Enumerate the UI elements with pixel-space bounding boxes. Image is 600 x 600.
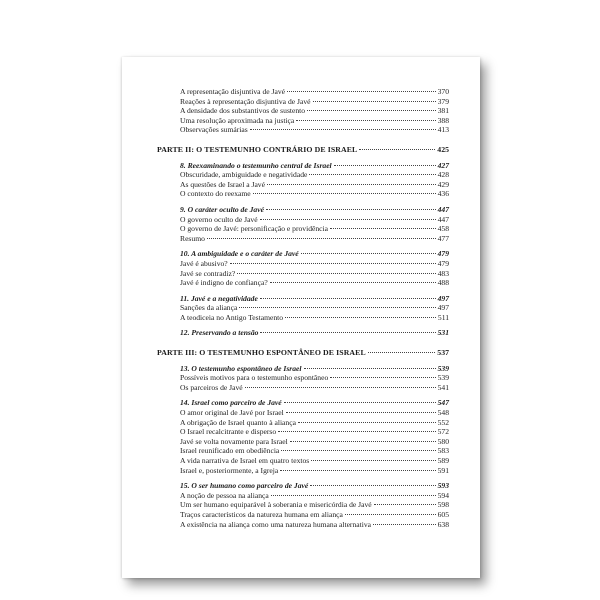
chapter-heading <box>157 161 449 171</box>
toc-entry-page: 429 <box>437 179 449 189</box>
toc-entry-title: Uma resolução aproximada na justiça <box>180 115 295 125</box>
toc-entry-title: Javé se contradiz? <box>180 268 236 278</box>
toc-entry-page: 497 <box>437 303 449 313</box>
toc-entry-page: 572 <box>437 427 449 437</box>
chapter-heading <box>157 328 449 338</box>
toc-entry-page: 483 <box>437 268 449 278</box>
dot-leader <box>266 209 436 210</box>
chapter-heading-page: 447 <box>437 204 449 214</box>
toc-entry-page: 539 <box>437 373 449 383</box>
dot-leader <box>313 101 436 102</box>
dot-leader <box>330 228 436 229</box>
toc-entry <box>157 491 449 501</box>
part-heading <box>157 145 449 155</box>
toc-entry-title: As questões de Israel a Javé <box>180 179 265 189</box>
dot-leader <box>286 412 436 413</box>
toc-entry-page: 388 <box>437 115 449 125</box>
chapter-heading-title: 15. O ser humano como parceiro de Javé <box>180 481 309 491</box>
toc-entry-title: O Israel recalcitrante e disperso <box>180 427 277 437</box>
chapter-heading <box>157 294 449 304</box>
toc-entry-title: A noção de pessoa na aliança <box>180 490 269 500</box>
toc-entry-page: 511 <box>437 312 449 322</box>
toc-entry-page: 589 <box>437 456 449 465</box>
toc-entry <box>157 437 449 447</box>
dot-leader <box>230 263 436 264</box>
chapter-heading <box>157 398 449 408</box>
toc-entry <box>157 106 449 116</box>
toc-entry <box>157 180 449 190</box>
toc-entry-page: 583 <box>437 446 449 456</box>
dot-leader <box>239 307 435 308</box>
toc-entry-page: 541 <box>437 382 449 392</box>
toc-entry-title: Javé é abusivo? <box>180 258 228 268</box>
dot-leader <box>301 253 436 254</box>
dot-leader <box>260 298 436 299</box>
chapter-heading-page: 479 <box>437 249 449 259</box>
dot-leader <box>374 504 436 505</box>
toc-entry <box>157 456 449 466</box>
toc-entry <box>157 278 449 288</box>
dot-leader <box>260 332 435 333</box>
dot-leader <box>245 387 436 388</box>
toc-entry <box>157 427 449 437</box>
dot-leader <box>267 184 436 185</box>
toc-entry-title: Resumo <box>180 233 205 243</box>
toc-entry-page: 638 <box>437 519 449 529</box>
dot-leader <box>310 485 435 486</box>
toc-entry-title: Javé é indigno de confiança? <box>180 278 268 288</box>
part-heading-title: PARTE III: O TESTEMUNHO ESPONTÂNEO DE ISRAEL <box>157 348 366 358</box>
chapter-heading-title: 11. Javé e a negatividade <box>180 293 258 303</box>
dot-leader <box>298 422 436 423</box>
toc-entry-title: A existência na aliança como uma natureza humana alternativa <box>180 519 372 529</box>
chapter-heading-page: 539 <box>437 363 449 373</box>
toc-entry-title: Possíveis motivos para o testemunho espontâneo <box>180 373 329 383</box>
toc-entry-page: 488 <box>437 278 449 288</box>
toc-entry <box>157 259 449 269</box>
toc-entry-title: Sanções da aliança <box>180 303 238 313</box>
chapter-heading-title: 14. Israel como parceiro de Javé <box>180 398 282 408</box>
chapter-heading <box>157 249 449 259</box>
chapter-heading-title: 10. A ambiguidade e o caráter de Javé <box>180 249 299 259</box>
toc-entry-page: 428 <box>437 170 449 180</box>
dot-leader <box>285 317 436 318</box>
toc-entry-page: 591 <box>437 465 449 475</box>
chapter-heading-page: 427 <box>437 160 449 170</box>
chapter-heading-title: 12. Preservando a tensão <box>180 328 259 338</box>
toc-entry <box>157 313 449 323</box>
chapter-heading <box>157 481 449 491</box>
chapter-heading-page: 593 <box>437 481 449 491</box>
chapter-heading-page: 497 <box>437 293 449 303</box>
dot-leader <box>207 238 436 239</box>
toc-entry <box>157 466 449 476</box>
toc-entry-page: 594 <box>437 490 449 500</box>
toc-entry <box>157 303 449 313</box>
toc-entry <box>157 87 449 97</box>
dot-leader <box>270 282 436 283</box>
toc-entry-title: Javé se volta novamente para Israel <box>180 436 288 446</box>
chapter-heading-page: 547 <box>437 398 449 408</box>
toc-entry <box>157 189 449 199</box>
toc-entry <box>157 383 449 393</box>
table-of-contents <box>157 87 449 529</box>
dot-leader <box>296 120 435 121</box>
part-heading-page: 425 <box>437 144 449 154</box>
toc-entry-title: A obrigação de Israel quanto à aliança <box>180 417 296 427</box>
dot-leader <box>311 460 435 461</box>
chapter-heading <box>157 364 449 374</box>
toc-entry-title: O amor original de Javé por Israel <box>180 408 284 418</box>
toc-entry-page: 413 <box>437 125 449 135</box>
toc-entry-page: 458 <box>437 224 449 234</box>
toc-entry-page: 605 <box>437 509 449 519</box>
chapter-heading-title: 9. O caráter oculto de Javé <box>180 204 264 214</box>
dot-leader <box>253 193 436 194</box>
dot-leader <box>278 431 435 432</box>
toc-entry-page: 436 <box>437 189 449 199</box>
dot-leader <box>307 110 436 111</box>
dot-leader <box>287 91 436 92</box>
toc-entry <box>157 373 449 383</box>
toc-entry-title: Israel e, posteriormente, a Igreja <box>180 465 279 475</box>
part-heading-page: 537 <box>437 348 449 358</box>
chapter-heading-page: 531 <box>437 328 449 338</box>
dot-leader <box>373 524 436 525</box>
toc-entry-page: 447 <box>437 214 449 224</box>
toc-entry-title: A teodiceia no Antigo Testamento <box>180 312 284 322</box>
toc-entry <box>157 520 449 530</box>
toc-entry <box>157 224 449 234</box>
chapter-heading-title: 8. Reexaminando o testemunho central de Israel <box>180 160 332 170</box>
toc-entry-title: Reações à representação disjuntiva de Javé <box>180 96 311 106</box>
toc-entry-page: 479 <box>437 258 449 268</box>
toc-entry <box>157 170 449 180</box>
toc-entry-title: Obscuridade, ambiguidade e negatividade <box>180 170 308 180</box>
dot-leader <box>304 368 436 369</box>
toc-entry <box>157 408 449 418</box>
spacer <box>157 135 449 145</box>
part-heading <box>157 348 449 358</box>
chapter-heading-title: 13. O testemunho espontâneo de Israel <box>180 363 302 373</box>
toc-entry <box>157 446 449 456</box>
toc-entry-page: 381 <box>437 106 449 116</box>
toc-entry-page: 552 <box>437 417 449 427</box>
toc-entry-page: 477 <box>437 233 449 243</box>
dot-leader <box>250 129 436 130</box>
toc-entry-title: Observações sumárias <box>180 125 248 135</box>
toc-entry-title: Os parceiros de Javé <box>180 382 243 392</box>
dot-leader <box>280 470 435 471</box>
toc-entry <box>157 97 449 107</box>
toc-entry-page: 370 <box>437 87 449 96</box>
toc-entry-title: Israel reunificado em obediência <box>180 446 280 456</box>
toc-entry-title: O contexto do reexame <box>180 189 251 199</box>
dot-leader <box>284 402 436 403</box>
dot-leader <box>290 441 436 442</box>
toc-entry-page: 580 <box>437 436 449 446</box>
toc-entry <box>157 510 449 520</box>
dot-leader <box>359 149 435 150</box>
dot-leader <box>309 174 435 175</box>
dot-leader <box>260 219 436 220</box>
toc-entry <box>157 500 449 510</box>
toc-entry-title: A densidade dos substantivos de sustento <box>180 106 306 116</box>
dot-leader <box>368 352 436 353</box>
toc-entry <box>157 234 449 244</box>
toc-entry-title: A vida narrativa de Israel em quatro textos <box>180 456 310 465</box>
part-heading-title: PARTE II: O TESTEMUNHO CONTRÁRIO DE ISRAEL <box>157 144 358 154</box>
dot-leader <box>271 495 436 496</box>
chapter-heading <box>157 205 449 215</box>
book-page <box>122 57 480 578</box>
toc-entry <box>157 418 449 428</box>
spacer <box>157 338 449 348</box>
toc-entry <box>157 125 449 135</box>
toc-entry-page: 598 <box>437 500 449 510</box>
toc-entry-title: A representação disjuntiva de Javé <box>180 87 286 96</box>
toc-entry-title: O governo oculto de Javé <box>180 214 258 224</box>
toc-entry-title: Traços característicos da natureza humana em aliança <box>180 509 343 519</box>
dot-leader <box>345 514 436 515</box>
dot-leader <box>334 165 436 166</box>
toc-entry <box>157 116 449 126</box>
dot-leader <box>237 273 435 274</box>
dot-leader <box>281 450 435 451</box>
toc-entry-title: O governo de Javé: personificação e providência <box>180 224 329 234</box>
toc-entry <box>157 269 449 279</box>
dot-leader <box>330 377 435 378</box>
toc-entry-page: 548 <box>437 408 449 418</box>
toc-entry-page: 379 <box>437 96 449 106</box>
toc-entry <box>157 215 449 225</box>
toc-entry-title: Um ser humano equiparável à soberania e misericórdia de Javé <box>180 500 372 510</box>
